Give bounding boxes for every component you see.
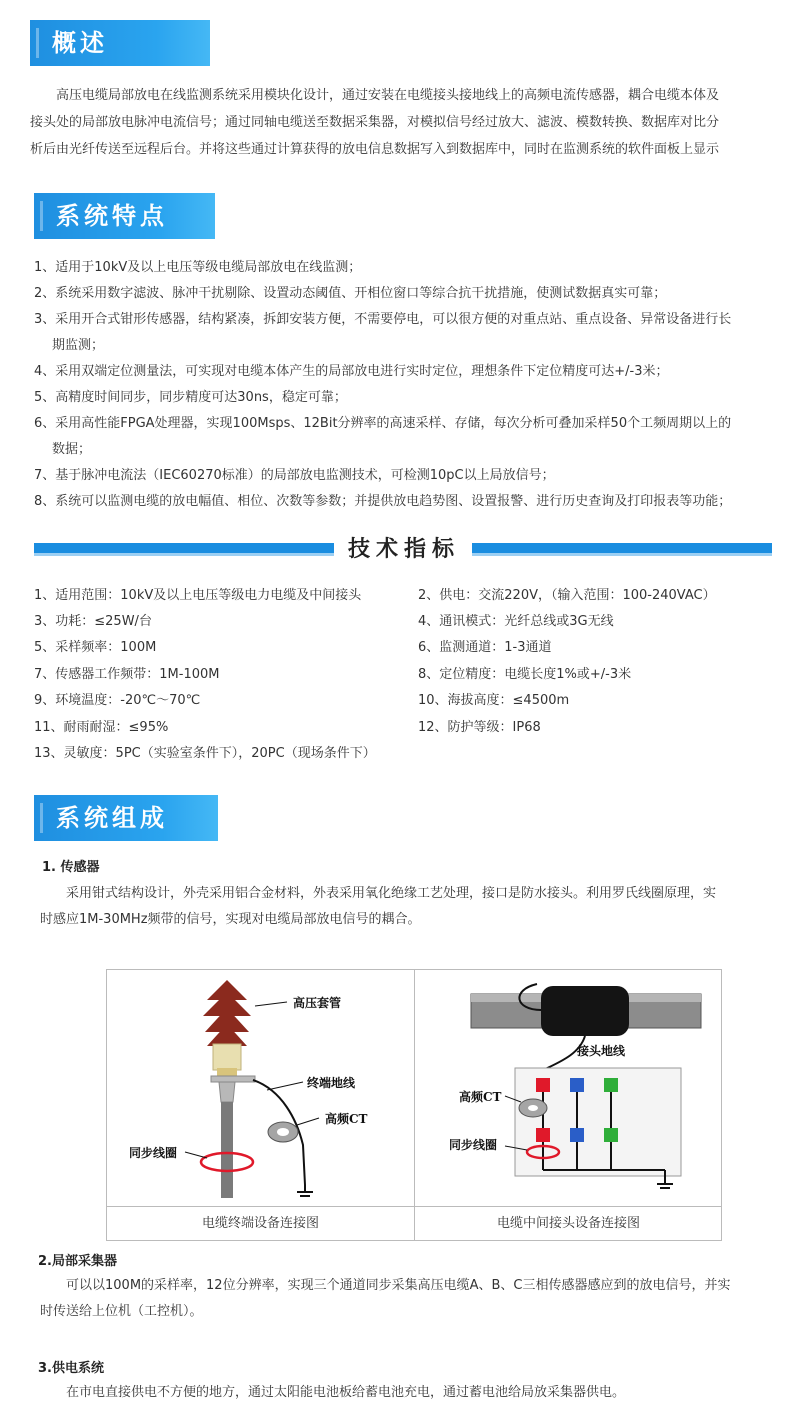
collector-line-2: 时传送给上位机（工控机）。 — [40, 1304, 203, 1319]
spec-left-4: 7、传感器工作频带：1M-100M — [34, 667, 220, 682]
collector-line-1: 可以以100M的采样率，12位分辨率，实现三个通道同步采集高压电缆A、B、C三相传感器感应到的放电信号，并实 — [66, 1278, 731, 1293]
spec-left-3: 5、采样频率：100M — [34, 640, 157, 655]
spec-left-7: 13、灵敏度：5PC（实验室条件下），20PC（现场条件下） — [34, 746, 376, 761]
label-terminal-ground: 终端地线 — [307, 1076, 356, 1090]
label-joint-ground: 接头地线 — [577, 1044, 626, 1058]
feature-item-1: 1、适用于10kV及以上电压等级电缆局部放电在线监测； — [34, 260, 362, 275]
feature-item-3: 3、采用开合式钳形传感器，结构紧凑，拆卸安装方便，不需要停电，可以很方便的对重点站、重点设备、异常设备进行长 — [34, 312, 732, 327]
label-sync-coil-right: 同步线圈 — [449, 1138, 498, 1152]
features-header — [34, 193, 215, 239]
caption-joint: 电缆中间接头设备连接图 — [496, 1216, 640, 1231]
overview-line-3: 析后由光纤传送至远程后台。并将这些通过计算获得的放电信息数据写入到数据库中，同时在监测系统的软件面板上显示 — [30, 142, 720, 157]
label-hf-ct-right: 高频CT — [459, 1090, 502, 1104]
collector-title: 2.局部采集器 — [38, 1254, 117, 1269]
spec-left-2: 3、功耗：≤25W/台 — [34, 614, 152, 629]
spec-left-6: 11、耐雨耐湿：≤95% — [34, 720, 169, 735]
caption-terminal: 电缆终端设备连接图 — [201, 1216, 319, 1231]
sensor-title: 1. 传感器 — [42, 860, 100, 875]
feature-item-7: 7、基于脉冲电流法（IEC60270标准）的局部放电监测技术，可检测10pC以上局放信号； — [34, 468, 555, 483]
label-sync-coil-left: 同步线圈 — [129, 1146, 178, 1160]
specs-title-right-rule — [472, 543, 772, 556]
connection-diagram — [106, 969, 722, 1241]
spec-right-2: 4、通讯模式：光纤总线或3G无线 — [418, 614, 614, 629]
sensor-line-1: 采用钳式结构设计，外壳采用铝合金材料，外表采用氧化绝缘工艺处理，接口是防水接头。利用罗氏线圈原理，实 — [66, 886, 717, 901]
features-header-text: 系统特点 — [56, 201, 168, 230]
feature-item-3-cont: 期监测； — [52, 338, 105, 353]
power-title: 3.供电系统 — [38, 1361, 104, 1376]
label-hf-ct-left: 高频CT — [325, 1112, 368, 1126]
feature-item-8: 8、系统可以监测电缆的放电幅值、相位、次数等参数；并提供放电趋势图、设置报警、进行历史查询及打印报表等功能； — [34, 494, 732, 509]
feature-item-4: 4、采用双端定位测量法，可实现对电缆本体产生的局部放电进行实时定位，理想条件下定位精度可达+/-3米； — [34, 364, 669, 379]
spec-left-5: 9、环境温度：-20℃～70℃ — [34, 693, 201, 708]
overview-line-1: 高压电缆局部放电在线监测系统采用模块化设计，通过安装在电缆接头接地线上的高频电流传感器，耦合电缆本体及 — [56, 88, 720, 103]
spec-right-4: 8、定位精度：电缆长度1%或+/-3米 — [418, 667, 632, 682]
overview-line-2: 接头处的局部放电脉冲电流信号；通过同轴电缆送至数据采集器，对模拟信号经过放大、滤波、模数转换、数据库对比分 — [30, 115, 720, 130]
composition-header-text: 系统组成 — [56, 803, 168, 832]
terminal-connection-illustration — [107, 970, 414, 1206]
overview-header — [30, 20, 210, 66]
label-bushing: 高压套管 — [293, 996, 342, 1010]
feature-item-2: 2、系统采用数字滤波、脉冲干扰剔除、设置动态阈值、开相位窗口等综合抗干扰措施，使测试数据真实可靠； — [34, 286, 667, 301]
specs-title-bar — [34, 533, 774, 565]
feature-item-5: 5、高精度时间同步，同步精度可达30ns，稳定可靠； — [34, 390, 347, 405]
spec-right-3: 6、监测通道：1-3通道 — [418, 640, 552, 655]
spec-right-1: 2、供电：交流220V，（输入范围：100-240VAC） — [418, 588, 716, 603]
sensor-line-2: 时感应1M-30MHz频带的信号，实现对电缆局部放电信号的耦合。 — [40, 912, 421, 927]
specs-title: 技术指标 — [347, 536, 460, 562]
spec-left-1: 1、适用范围：10kV及以上电压等级电力电缆及中间接头 — [34, 588, 362, 603]
feature-item-6: 6、采用高性能FPGA处理器，实现100Msps、12Bit分辨率的高速采样、存储，每次分析可叠加采样50个工频周期以上的 — [34, 416, 732, 431]
overview-header-text: 概述 — [52, 28, 108, 57]
specs-title-left-rule — [34, 543, 334, 556]
spec-right-5: 10、海拔高度：≤4500m — [418, 693, 570, 708]
power-line-1: 在市电直接供电不方便的地方，通过太阳能电池板给蓄电池充电，通过蓄电池给局放采集器供电。 — [66, 1385, 626, 1400]
spec-right-6: 12、防护等级：IP68 — [418, 720, 541, 735]
feature-item-6-cont: 数据； — [52, 442, 92, 457]
composition-header — [34, 795, 218, 841]
